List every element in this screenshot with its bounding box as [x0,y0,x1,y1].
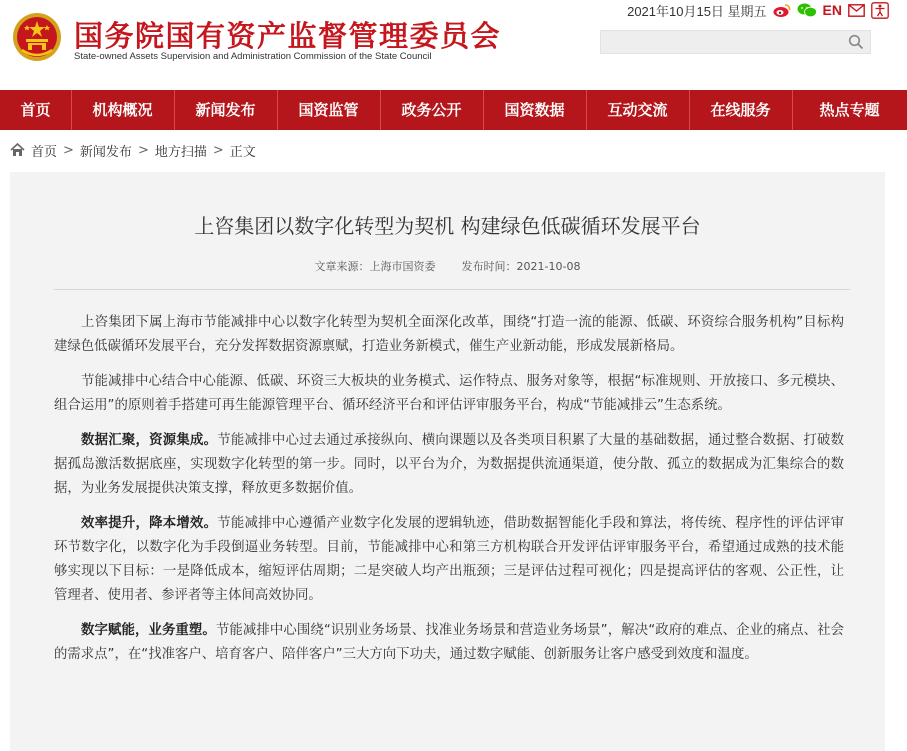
paragraph-lead: 效率提升，降本增效。 [81,516,218,531]
main-nav [0,90,907,130]
breadcrumb-separator: > [212,142,224,158]
article-paragraph [54,619,844,667]
nav-item-home[interactable]: 首页 [20,101,51,119]
accessibility-icon[interactable] [871,2,889,19]
site-logo-title[interactable]: 国务院国有资产监督管理委员会 [74,19,502,53]
nav-item-online-service[interactable]: 在线服务 [689,90,792,130]
paragraph-text: 节能减排中心结合中心能源、低碳、环资三大板块的业务模式、运作特点、服务对象等，根据“标准规则、开放接口、多元模块、组合运用”的原则着手搭建可再生能源管理平台、循环经济平台和评估评审服务平台，构成“节能减排云”生态系统。 [54,374,844,413]
home-icon[interactable] [10,143,25,157]
nav-item-gov-affairs[interactable]: 政务公开 [380,90,483,130]
paragraph-lead: 数据汇聚，资源集成。 [81,433,218,448]
title-divider [54,289,850,290]
site-header [0,0,907,90]
breadcrumb-separator: > [63,142,74,158]
search-icon[interactable] [848,34,864,50]
paragraph-text: 节能减排中心过去通过承接纵向、横向课题以及各类项目积累了大量的基础数据，通过整合数据、打破数据孤岛激活数据底座，实现数字化转型的第一步。同时，以平台为介，为数据提供流通渠道，使分散、孤立的数据成为汇集综合的数据，为业务发展提供决策支撑，释放更多数据价值。 [54,433,845,496]
breadcrumb-home[interactable]: 首页 [31,144,58,160]
site-logo-subtitle: State-owned Assets Supervision and Administration Commission of the State Council [74,51,432,62]
current-date: 2021年10月15日 星期五 [627,3,767,19]
article-title: 上咨集团以数字化转型为契机 构建绿色低碳循环发展平台 [194,214,701,238]
mail-icon[interactable] [848,4,865,17]
search-box [600,30,871,54]
nav-item-supervision[interactable]: 国资监管 [277,90,380,130]
search-input[interactable] [601,31,841,53]
breadcrumb [10,141,256,159]
article-source: 文章来源：上海市国资委 [314,260,436,273]
nav-item-data[interactable]: 国资数据 [483,90,586,130]
breadcrumb-current: 正文 [229,144,256,160]
article-paragraph [54,512,844,608]
national-emblem-icon[interactable] [12,12,62,62]
english-link[interactable]: EN [822,2,842,18]
article-publish-date: 发布时间：2021-10-08 [461,260,581,273]
paragraph-text: 节能减排中心围绕“识别业务场景、找准业务场景和营造业务场景”，解决“政府的难点、企业的痛点、社会的需求点”，在“找准客户、培育客户、陪伴客户”三大方向下功夫，通过数字赋能、创新服务让客户感受到效度和温度。 [54,623,844,662]
article-meta [10,258,885,274]
article-panel [10,172,885,751]
article-body [54,311,844,678]
paragraph-text: 上咨集团下属上海市节能减排中心以数字化转型为契机全面深化改革，围绕“打造一流的能源、低碳、环资综合服务机构”目标构建绿色低碳循环发展平台，充分发挥数据资源禀赋，打造业务新模式，催生产业新动能，形成发展新格局。 [54,315,844,354]
nav-item-about[interactable]: 机构概况 [71,90,174,130]
wechat-icon[interactable] [797,3,817,18]
nav-item-hot-topics[interactable]: 热点专题 [792,90,907,130]
nav-item-interaction[interactable]: 互动交流 [586,90,689,130]
weibo-icon[interactable] [773,3,791,18]
breadcrumb-news[interactable]: 新闻发布 [79,144,132,160]
paragraph-text: 节能减排中心遵循产业数字化发展的逻辑轨迹，借助数据智能化手段和算法，将传统、程序性的评估评审环节数字化，以数字化为手段倒逼业务转型。目前，节能减排中心和第三方机构联合开发评估评审服务平台，希望通过成熟的技术能够实现以下目标：一是降低成本，缩短评估周期；二是突破人均产出瓶颈；三是评估过程可视化；四是提高评估的客观、公正性，让管理者、使用者、参评者等主体间高效协同。 [54,516,845,603]
article-paragraph [54,370,844,418]
top-utility-bar [627,1,889,19]
breadcrumb-local-scan[interactable]: 地方扫描 [154,144,207,160]
breadcrumb-separator: > [137,142,149,158]
paragraph-lead: 数字赋能，业务重塑。 [81,623,216,638]
nav-item-news[interactable]: 新闻发布 [174,90,277,130]
article-paragraph [54,429,844,501]
article-paragraph [54,311,844,359]
